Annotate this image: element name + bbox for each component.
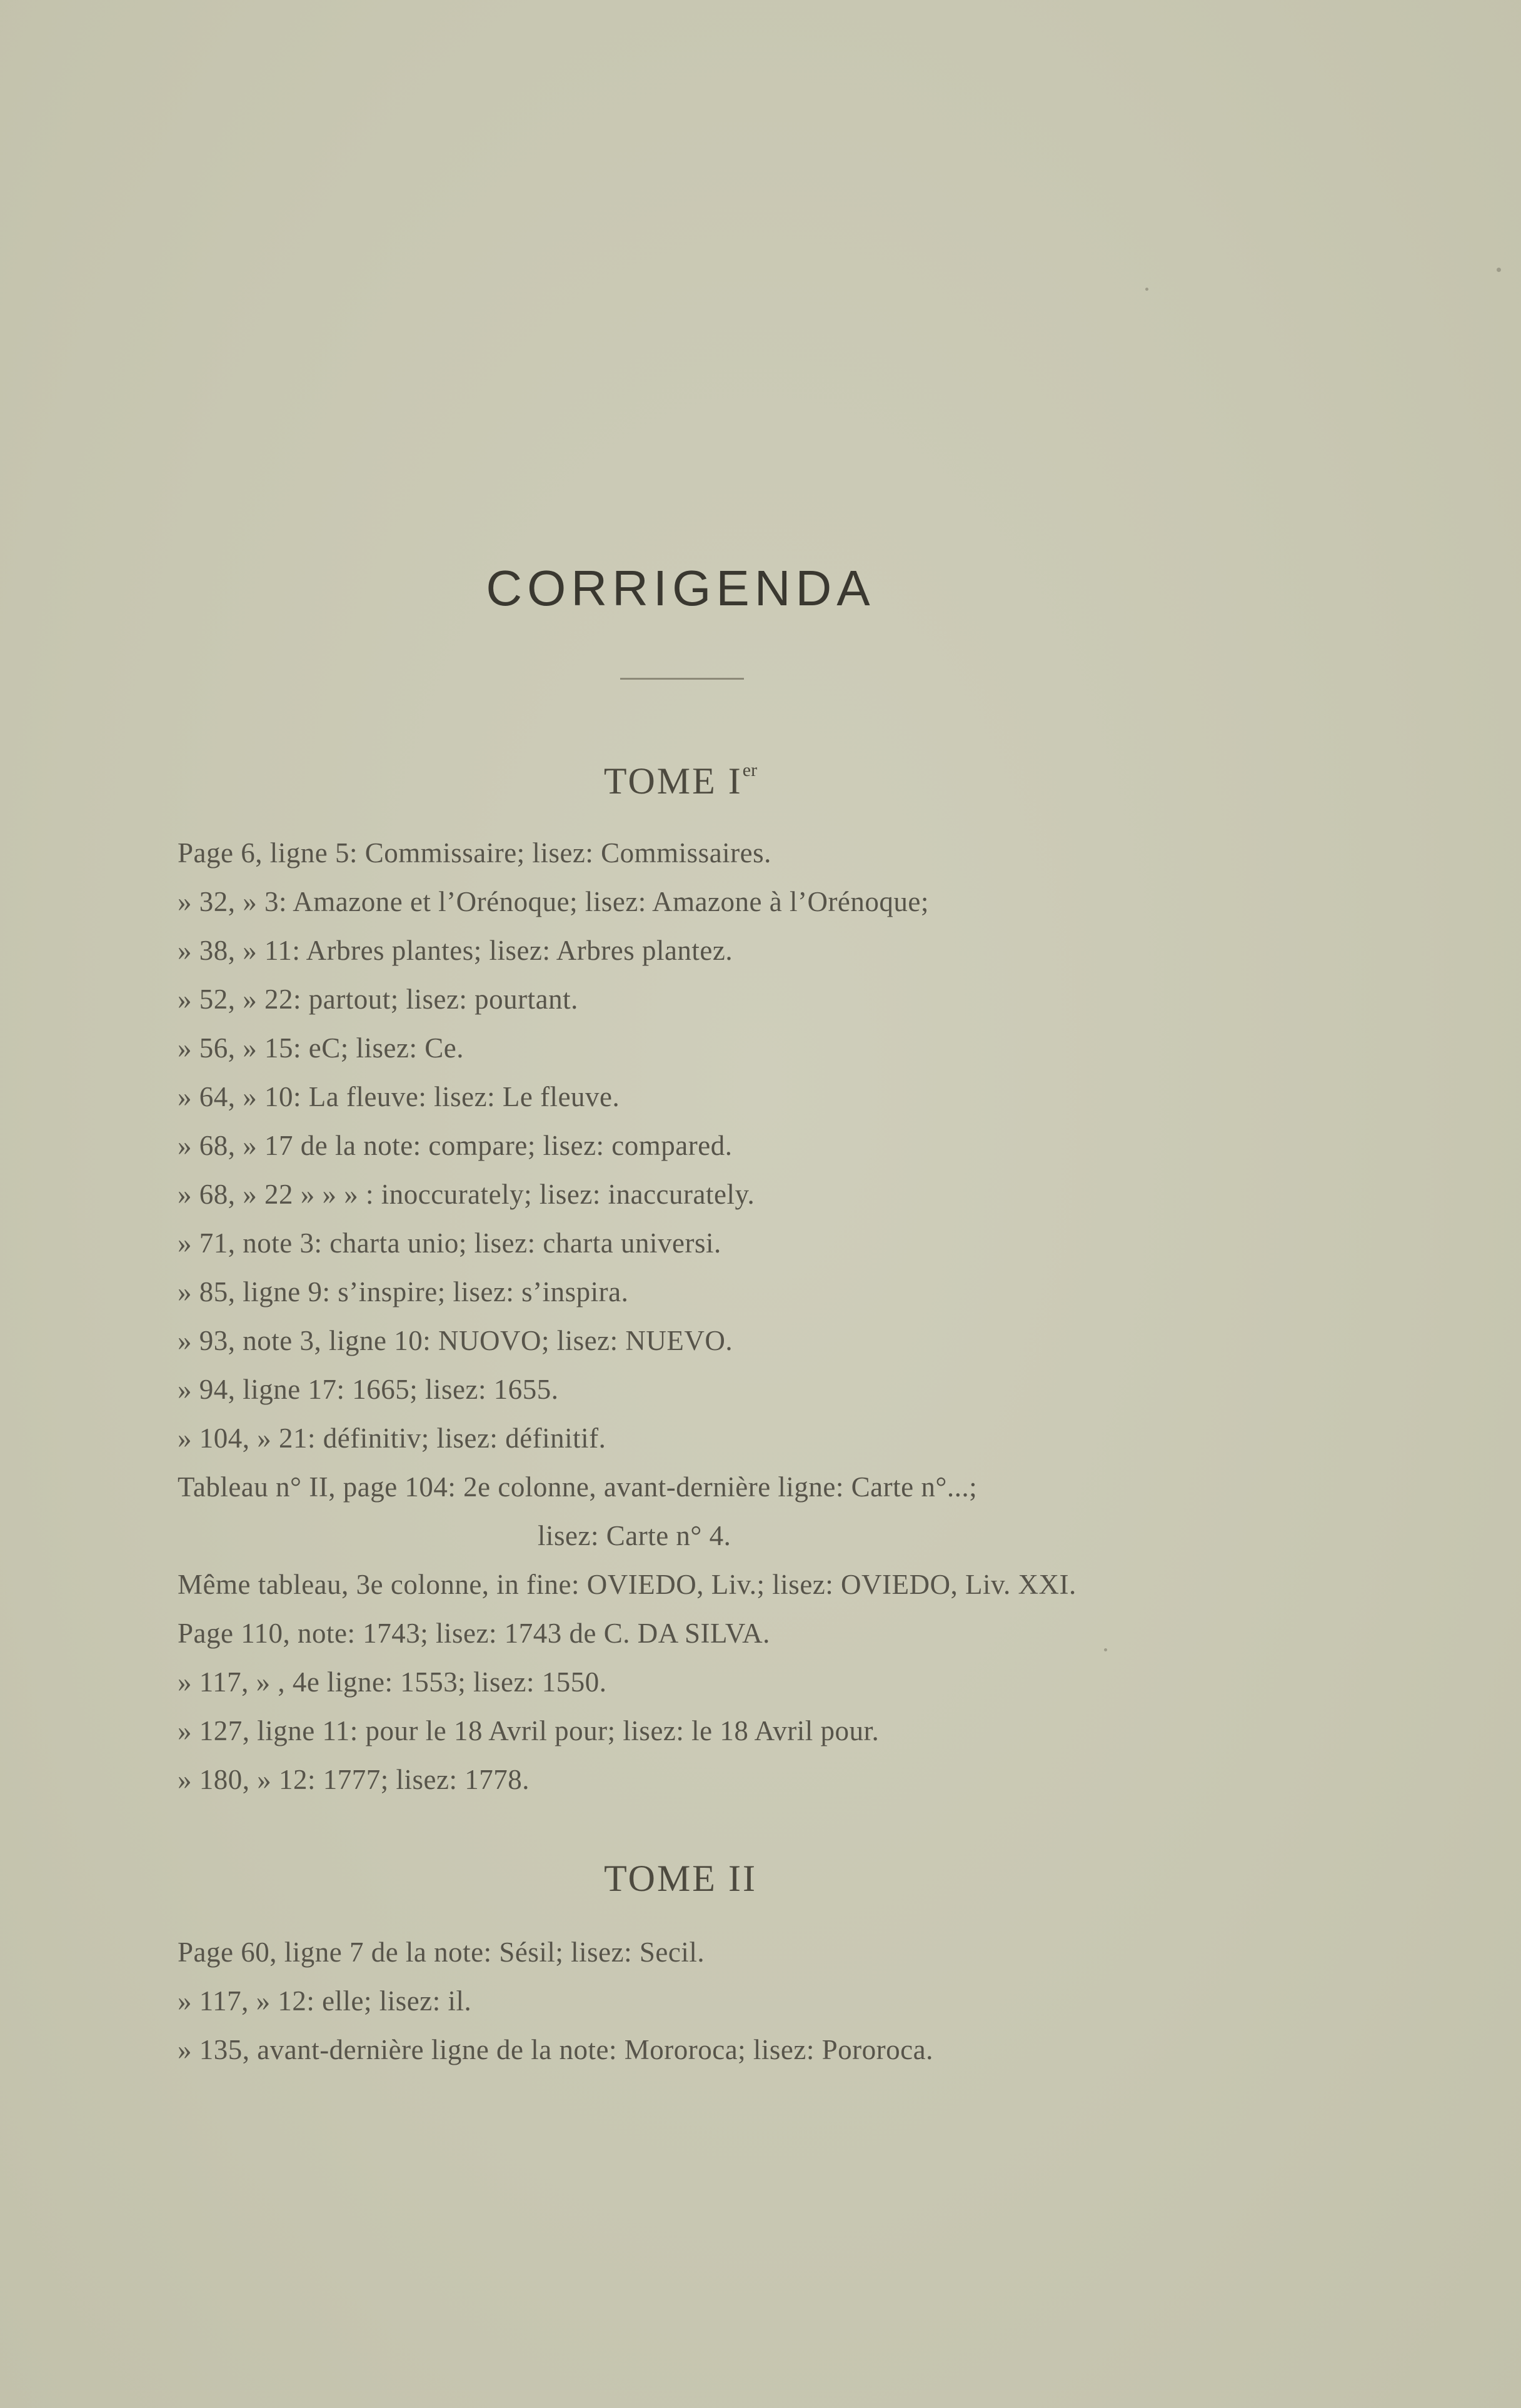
corrigenda-line: Page 60, ligne 7 de la note: Sésil; lisez: Secil. <box>178 1937 705 1968</box>
paper-speck <box>1145 288 1148 291</box>
corrigenda-line: » 64, » 10: La fleuve: lisez: Le fleuve. <box>178 1081 620 1112</box>
corrigenda-line: » 71, note 3: charta unio; lisez: charta universi. <box>178 1227 721 1259</box>
corrigenda-line: » 180, » 12: 1777; lisez: 1778. <box>178 1764 530 1795</box>
corrigenda-line: » 38, » 11: Arbres plantes; lisez: Arbres plantez. <box>178 935 733 966</box>
corrigenda-line: » 68, » 22 » » » : inoccurately; lisez: inaccurately. <box>178 1179 755 1210</box>
page-title: CORRIGENDA <box>486 560 875 616</box>
section-heading-superscript: er <box>742 760 758 780</box>
corrigenda-line: Page 6, ligne 5: Commissaire; lisez: Commissaires. <box>178 837 771 869</box>
corrigenda-line: » 94, ligne 17: 1665; lisez: 1655. <box>178 1374 559 1405</box>
title-divider <box>620 678 744 680</box>
section-heading-tome-1 <box>0 760 1361 803</box>
corrigenda-line: » 93, note 3, ligne 10: NUOVO; lisez: NUEVO. <box>178 1325 733 1356</box>
corrigenda-line: Tableau n° II, page 104: 2e colonne, avant-dernière ligne: Carte n°...; <box>178 1471 978 1503</box>
corrigenda-line: » 68, » 17 de la note: compare; lisez: compared. <box>178 1130 733 1161</box>
corrigenda-line: » 32, » 3: Amazone et l’Orénoque; lisez: Amazone à l’Orénoque; <box>178 886 929 917</box>
corrigenda-line: » 135, avant-dernière ligne de la note: Mororoca; lisez: Pororoca. <box>178 2034 933 2065</box>
section-heading-tome-2: TOME II <box>604 1858 757 1899</box>
section-heading-text: TOME I <box>603 760 743 802</box>
corrigenda-line: » 85, ligne 9: s’inspire; lisez: s’inspira. <box>178 1276 629 1307</box>
corrigenda-line: » 52, » 22: partout; lisez: pourtant. <box>178 984 578 1015</box>
corrigenda-line-continuation: lisez: Carte n° 4. <box>538 1520 731 1551</box>
corrigenda-line: » 104, » 21: définitiv; lisez: définitif. <box>178 1423 606 1454</box>
corrigenda-line: » 56, » 15: eC; lisez: Ce. <box>178 1032 464 1064</box>
corrigenda-line: Même tableau, 3e colonne, in fine: OVIEDO, Liv.; lisez: OVIEDO, Liv. XXI. <box>178 1569 1077 1600</box>
corrigenda-line: Page 110, note: 1743; lisez: 1743 de C. DA SILVA. <box>178 1618 770 1649</box>
corrigenda-line: » 127, ligne 11: pour le 18 Avril pour; lisez: le 18 Avril pour. <box>178 1715 880 1746</box>
corrigenda-line: » 117, » 12: elle; lisez: il. <box>178 1985 472 2017</box>
paper-speck <box>1497 268 1501 272</box>
corrigenda-line: » 117, » , 4e ligne: 1553; lisez: 1550. <box>178 1666 607 1698</box>
